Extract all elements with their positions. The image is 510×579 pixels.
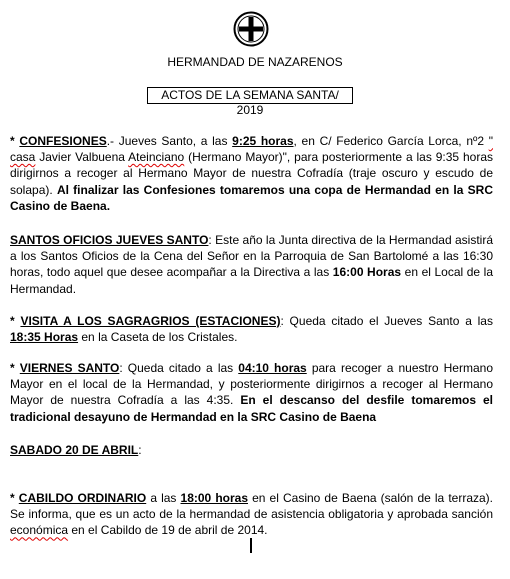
heading-sagragrios: VISITA A LOS SAGRAGRIOS (ESTACIONES)	[20, 314, 281, 328]
section-cabildo	[10, 490, 493, 539]
text: .- Jueves Santo, a las	[106, 134, 233, 148]
text: (Hermano Mayor)", para posteriormente a las 9:35 horas dirigirnos a recoger al Hermano Mayor de nuestra Cofradía (traje oscuro y escudo de solapa).	[10, 150, 493, 197]
bullet: *	[10, 491, 19, 505]
cross-emblem-icon	[233, 11, 269, 47]
bullet: *	[10, 361, 20, 375]
text: Javier Valbuena	[35, 150, 129, 165]
text: , en C/ Federico García Lorca, nº2	[293, 134, 489, 148]
text: en el Casino de Baena (salón de la terraza). Se informa, que es un acto de la hermandad de asistencia obligatoria y aprobada sanción	[10, 491, 494, 522]
text: para recoger a nuestro Hermano Mayor en el local de la Hermandad, y posteriormente dirigirnos a recoger al Hermano Mayor de nuestra Cofradía a las 4:35.	[10, 361, 493, 408]
section-santos-oficios	[10, 232, 493, 297]
section-sabado	[10, 442, 493, 458]
text: en el Local de la Hermandad.	[10, 265, 493, 296]
text: en la Caseta de los Cristales.	[78, 330, 238, 345]
bullet: *	[10, 314, 21, 328]
text: : Queda citado el Jueves Santo a las	[280, 314, 493, 328]
section-visita-sagragrios	[10, 313, 493, 345]
spellcheck-word: económica	[10, 523, 69, 538]
org-name: HERMANDAD DE NAZARENOS	[167, 55, 343, 69]
time-oficios: 16:00 Horas	[332, 265, 402, 280]
heading-santos-oficios: SANTOS OFICIOS JUEVES SANTO	[10, 233, 209, 247]
text: a las	[146, 491, 181, 505]
text: en el Cabildo de 19 de abril de 2014.	[68, 523, 268, 538]
bullet: *	[10, 134, 20, 148]
time-sagragrios: 18:35 Horas	[10, 330, 79, 345]
section-confesiones	[10, 133, 493, 214]
spellcheck-word: Ateinciano	[128, 150, 185, 165]
bold-note: En el descanso del desfile tomaremos el tradicional desayuno de Hermandad en la SRC Casino de Baena	[10, 393, 493, 424]
time-confesiones: 9:25 horas	[232, 134, 294, 148]
text: :	[138, 443, 142, 457]
spellcheck-word: " casa	[10, 134, 493, 165]
heading-cabildo: CABILDO ORDINARIO	[18, 491, 147, 505]
time-cabildo: 18:00 horas	[180, 491, 248, 505]
heading-sabado: SABADO 20 DE ABRIL	[10, 443, 139, 457]
heading-confesiones: CONFESIONES	[19, 134, 107, 148]
document-title: ACTOS DE LA SEMANA SANTA/ 2019	[147, 87, 353, 104]
text: : Este año la Junta directiva de la Hermandad asistirá a los Santos Oficios de la Cena del Señor en la Parroquia de San Bartolomé a las 16:30 horas, todo aquel que desee acompañar a la Directiva a las	[10, 233, 494, 280]
time-viernes: 04:10 horas	[238, 361, 307, 375]
heading-viernes-santo: VIERNES SANTO	[19, 361, 120, 375]
section-viernes-santo	[10, 360, 493, 425]
text: : Queda citado a las	[119, 361, 239, 375]
bold-note: Al finalizar las Confesiones tomaremos una copa de Hermandad en la SRC Casino de Baena.	[10, 182, 493, 213]
text-cursor	[250, 538, 252, 553]
